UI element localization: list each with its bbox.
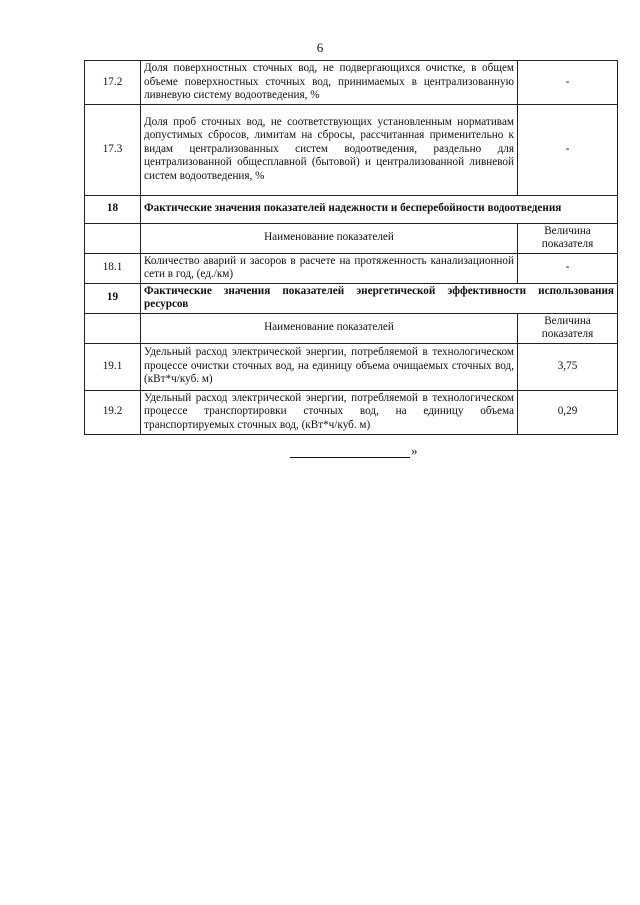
page-number: 6 <box>316 40 324 55</box>
signature-rule <box>290 445 410 458</box>
column-header-value: Величина показателя <box>518 223 618 253</box>
empty-cell <box>85 313 141 343</box>
column-header-name: Наименование показателей <box>141 223 518 253</box>
indicator-description: Доля поверхностных сточных вод, не подвергающихся очистке, в общем объеме поверхностных сточных вод, принимаемых в централизованную ливневую систему водоотведения, % <box>141 61 518 105</box>
table-row-18-1 <box>85 253 618 283</box>
table-row-17-3 <box>85 104 618 195</box>
indicator-description: Удельный расход электрической энергии, потребляемой в технологическом процессе транспортировки сточных вод, на единицу объема транспортируемых сточных вод, (кВт*ч/куб. м) <box>141 390 518 434</box>
section-row-19 <box>85 283 618 313</box>
header-row-18 <box>85 223 618 253</box>
section-title: Фактические значения показателей энергетической эффективности использования ресурсов <box>141 283 618 313</box>
section-row-18 <box>85 195 618 223</box>
indicators-table <box>84 60 618 435</box>
table-row-19-1 <box>85 343 618 390</box>
section-number: 19 <box>85 283 141 313</box>
closing-quote: » <box>411 443 418 458</box>
indicator-value: 3,75 <box>518 343 618 390</box>
row-number: 19.2 <box>85 390 141 434</box>
column-header-value: Величина показателя <box>518 313 618 343</box>
closing-line <box>290 444 418 458</box>
indicator-value: - <box>518 104 618 195</box>
indicator-description: Количество аварий и засоров в расчете на протяженность канализационной сети в год, (ед./км) <box>141 253 518 283</box>
indicator-description: Доля проб сточных вод, не соответствующих установленным нормативам допустимых сбросов, лимитам на сбросы, рассчитанная применительно к видам централизованных систем водоотведения, раздельно для централизованной общесплавной (бытовой) и централизованной ливневой систем водоотведения, % <box>141 104 518 195</box>
indicator-value: - <box>518 61 618 105</box>
row-number: 17.3 <box>85 104 141 195</box>
row-number: 18.1 <box>85 253 141 283</box>
section-title: Фактические значения показателей надежности и бесперебойности водоотведения <box>141 195 618 223</box>
column-header-name: Наименование показателей <box>141 313 518 343</box>
table-row-17-2 <box>85 61 618 105</box>
empty-cell <box>85 223 141 253</box>
indicator-description: Удельный расход электрической энергии, потребляемой в технологическом процессе очистки сточных вод, на единицу объема очищаемых сточных вод, (кВт*ч/куб. м) <box>141 343 518 390</box>
row-number: 17.2 <box>85 61 141 105</box>
header-row-19 <box>85 313 618 343</box>
table-row-19-2 <box>85 390 618 434</box>
section-number: 18 <box>85 195 141 223</box>
indicator-value: 0,29 <box>518 390 618 434</box>
row-number: 19.1 <box>85 343 141 390</box>
indicator-value: - <box>518 253 618 283</box>
